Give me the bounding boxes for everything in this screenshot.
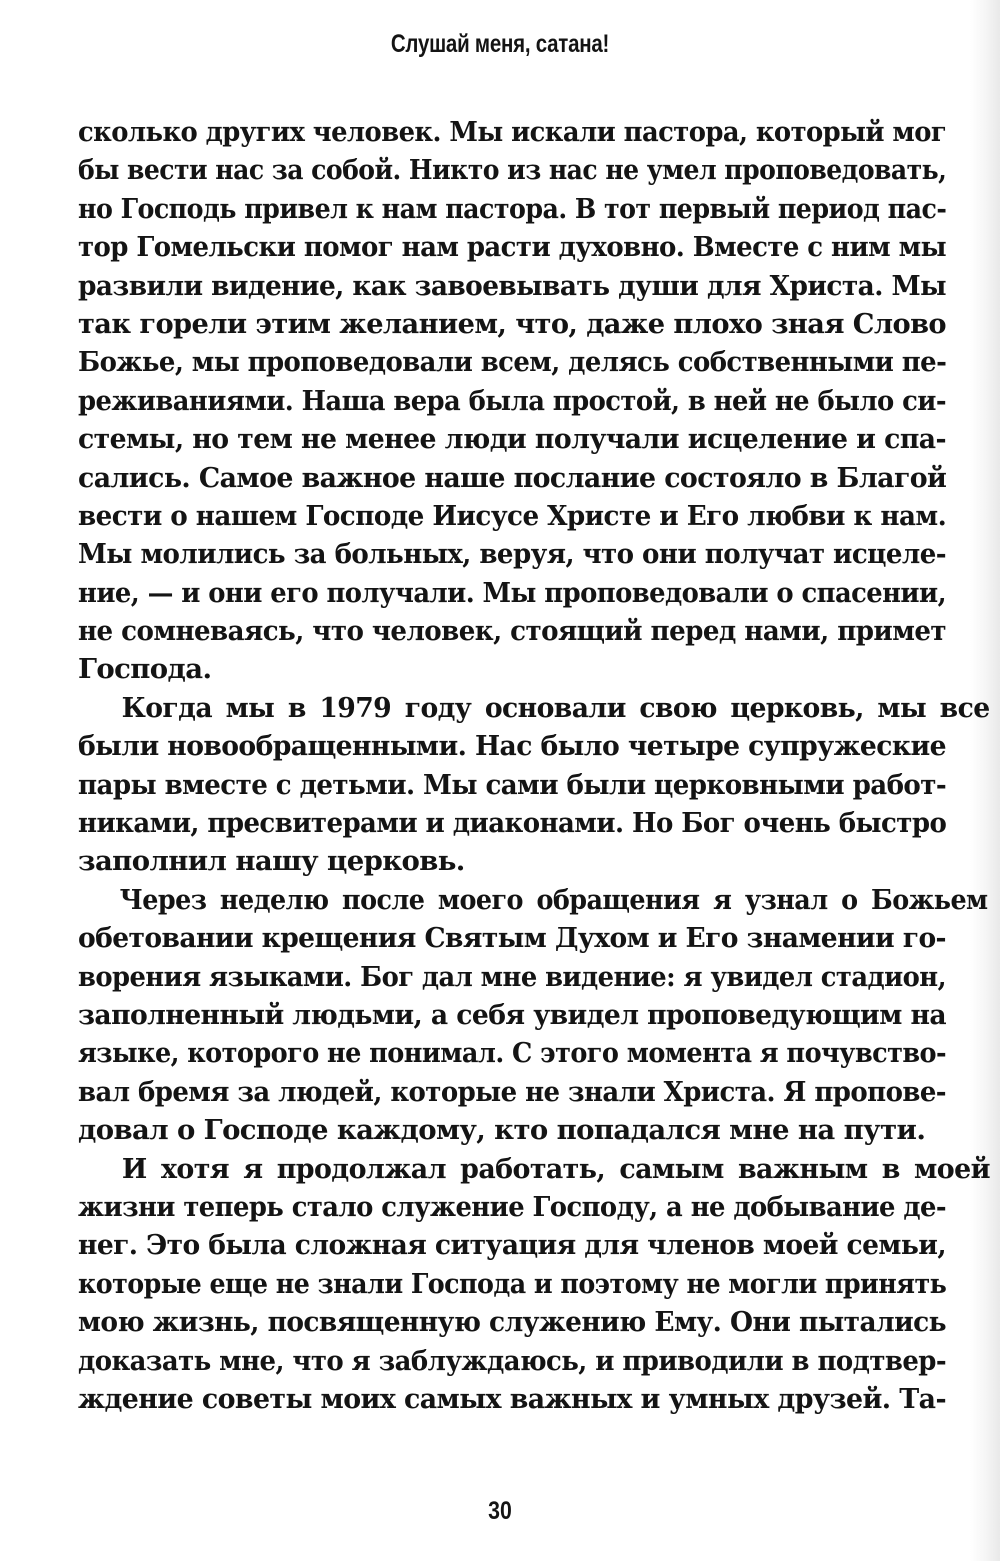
text-line: сались. Самое важное наше послание состояло в Благой	[78, 461, 947, 494]
text-line: мою жизнь, посвященную служению Ему. Они пытались	[78, 1306, 946, 1339]
page-edge-shadow	[970, 0, 1000, 1561]
text-line: жизни теперь стало служение Господу, а не добывание де-	[78, 1190, 946, 1223]
text-line: развили видение, как завоевывать души для Христа. Мы	[78, 269, 946, 302]
text-line: реживаниями. Наша вера была простой, в ней не было си-	[78, 384, 946, 417]
text-line: сколько других человек. Мы искали пастора, который мог	[78, 116, 947, 148]
body-text	[78, 113, 990, 1418]
text-line: ворения языками. Бог дал мне видение: я увидел стадион,	[78, 960, 946, 993]
text-line: бы вести нас за собой. Никто из нас не умел проповедовать,	[78, 154, 947, 187]
text-line: никами, пресвитерами и диаконами. Но Бог очень быстро	[78, 807, 947, 840]
text-line: довал о Господе каждому, кто попадался мне на пути.	[78, 1114, 926, 1147]
text-line: вести о нашем Господе Иисусе Христе и Его любви к нам.	[78, 499, 947, 532]
text-line: ждение советы моих самых важных и умных друзей. Та-	[78, 1382, 946, 1415]
text-line: Божье, мы проповедовали всем, делясь собственными пе-	[78, 346, 947, 379]
text-line: пары вместе с детьми. Мы сами были церковными работ-	[78, 768, 947, 801]
text-line: И хотя я продолжал работать, самым важным в моей	[121, 1152, 990, 1185]
text-line: Когда мы в 1979 году основали свою церковь, мы все	[121, 691, 990, 724]
text-line: заполнил нашу церковь.	[78, 845, 465, 878]
text-line: обетовании крещения Святым Духом и Его знамении го-	[78, 922, 946, 955]
text-line: были новообращенными. Нас было четыре супружеские	[78, 730, 946, 763]
text-line: стемы, но тем не менее люди получали исцеление и спа-	[78, 423, 946, 456]
text-line: тор Гомельски помог нам расти духовно. Вместе с ним мы	[78, 231, 947, 264]
text-line: Через неделю после моего обращения я узнал о Божьем	[119, 883, 988, 916]
text-line: заполненный людьми, а себя увидел проповедующим на	[78, 998, 946, 1031]
text-line: ние, — и они его получали. Мы проповедовали о спасении,	[78, 576, 946, 609]
running-title: Слушай меня, сатана!	[390, 30, 610, 58]
text-line: нег. Это была сложная ситуация для членов моей семьи,	[78, 1229, 946, 1262]
text-line: вал бремя за людей, которые не знали Христа. Я пропове-	[78, 1075, 946, 1108]
text-line: но Господь привел к нам пастора. В тот первый период пас-	[78, 192, 947, 225]
page-number: 30	[488, 1497, 512, 1525]
text-line: не сомневаясь, что человек, стоящий перед нами, примет	[78, 615, 946, 648]
text-line: языке, которого не понимал. С этого момента я почувство-	[78, 1037, 947, 1070]
text-line: Мы молились за больных, веруя, что они получат исцеле-	[78, 538, 946, 571]
text-line: которые еще не знали Господа и поэтому не могли принять	[78, 1267, 947, 1300]
text-line: Господа.	[78, 653, 212, 686]
text-line: так горели этим желанием, что, даже плохо зная Слово	[78, 307, 946, 340]
text-line: доказать мне, что я заблуждаюсь, и приводили в подтвер-	[78, 1344, 947, 1377]
